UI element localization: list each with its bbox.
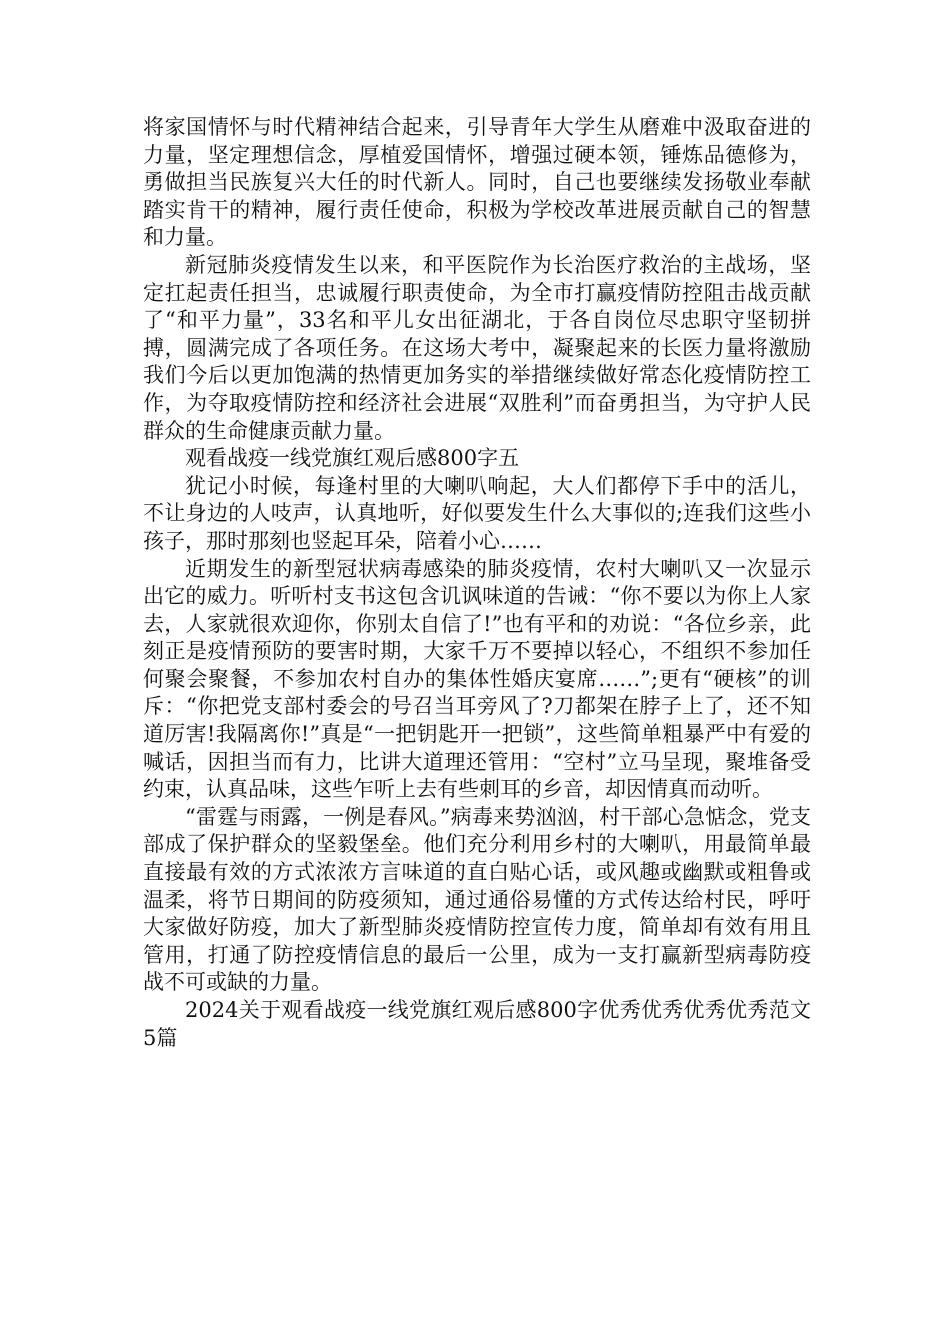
paragraph-1: 将家国情怀与时代精神结合起来，引导青年大学生从磨难中汲取奋进的力量，坚定理想信念，厚植爱国情怀，增强过硬本领，锤炼品德修为，勇做担当民族复兴大任的时代新人。同时，自己也要继续发扬敬业奉献踏实肯干的精神，履行责任使命，积极为学校改革进展贡献自己的智慧和力量。 [143,115,811,250]
paragraph-2: 新冠肺炎疫情发生以来，和平医院作为长治医疗救治的主战场，坚定扛起责任担当，忠诚履行职责使命，为全市打赢疫情防控阻击战贡献了“和平力量”，33名和平儿女出征湖北，于各自岗位尽忠职守坚韧拼搏，圆满完成了各项任务。在这场大考中，凝聚起来的长医力量将激励我们今后以更加饱满的热情更加务实的举措继续做好常态化疫情防控工作，为夺取疫情防控和经济社会进展“双胜利”而奋勇担当，为守护人民群众的生命健康贡献力量。 [143,252,811,443]
document-body [143,114,811,1052]
document-title-line: 2024关于观看战疫一线党旗红观后感800字优秀优秀优秀优秀范文5篇 [143,998,811,1050]
section-heading: 观看战疫一线党旗红观后感800字五 [185,446,520,471]
paragraph-4: 近期发生的新型冠状病毒感染的肺炎疫情，农村大喇叭又一次显示出它的威力。听听村支书这包含讥讽味道的告诫：“你不要以为你上人家去，人家就很欢迎你，你别太自信了!”也有平和的劝说：“各位乡亲，此刻正是疫情预防的要害时期，大家千万不要掉以轻心，不组织不参加任何聚会聚餐，不参加农村自办的集体性婚庆宴席……”;更有“硬核”的训斥：“你把党支部村委会的号召当耳旁风了?刀都架在脖子上了，还不知道厉害!我隔离你!”真是“一把钥匙开一把锁”，这些简单粗暴严中有爱的喊话，因担当而有力，比讲大道理还管用：“空村”立马呈现，聚堆备受约束，认真品味，这些乍听上去有些刺耳的乡音，却因情真而动听。 [143,556,811,802]
paragraph-5: “雷霆与雨露，一例是春风。”病毒来势汹汹，村干部心急惦念，党支部成了保护群众的坚毅堡垒。他们充分利用乡村的大喇叭，用最简单最直接最有效的方式浓浓方言味道的直白贴心话，或风趣或幽默或粗鲁或温柔，将节日期间的防疫须知，通过通俗易懂的方式传达给村民，呼吁大家做好防疫，加大了新型肺炎疫情防控宣传力度，简单却有效有用且管用，打通了防控疫情信息的最后一公里，成为一支打赢新型病毒防疫战不可或缺的力量。 [143,804,811,995]
paragraph-3: 犹记小时候，每逢村里的大喇叭响起，大人们都停下手中的活儿，不让身边的人吱声，认真地听，好似要发生什么大事似的;连我们这些小孩子，那时那刻也竖起耳朵，陪着小心…… [143,473,811,553]
